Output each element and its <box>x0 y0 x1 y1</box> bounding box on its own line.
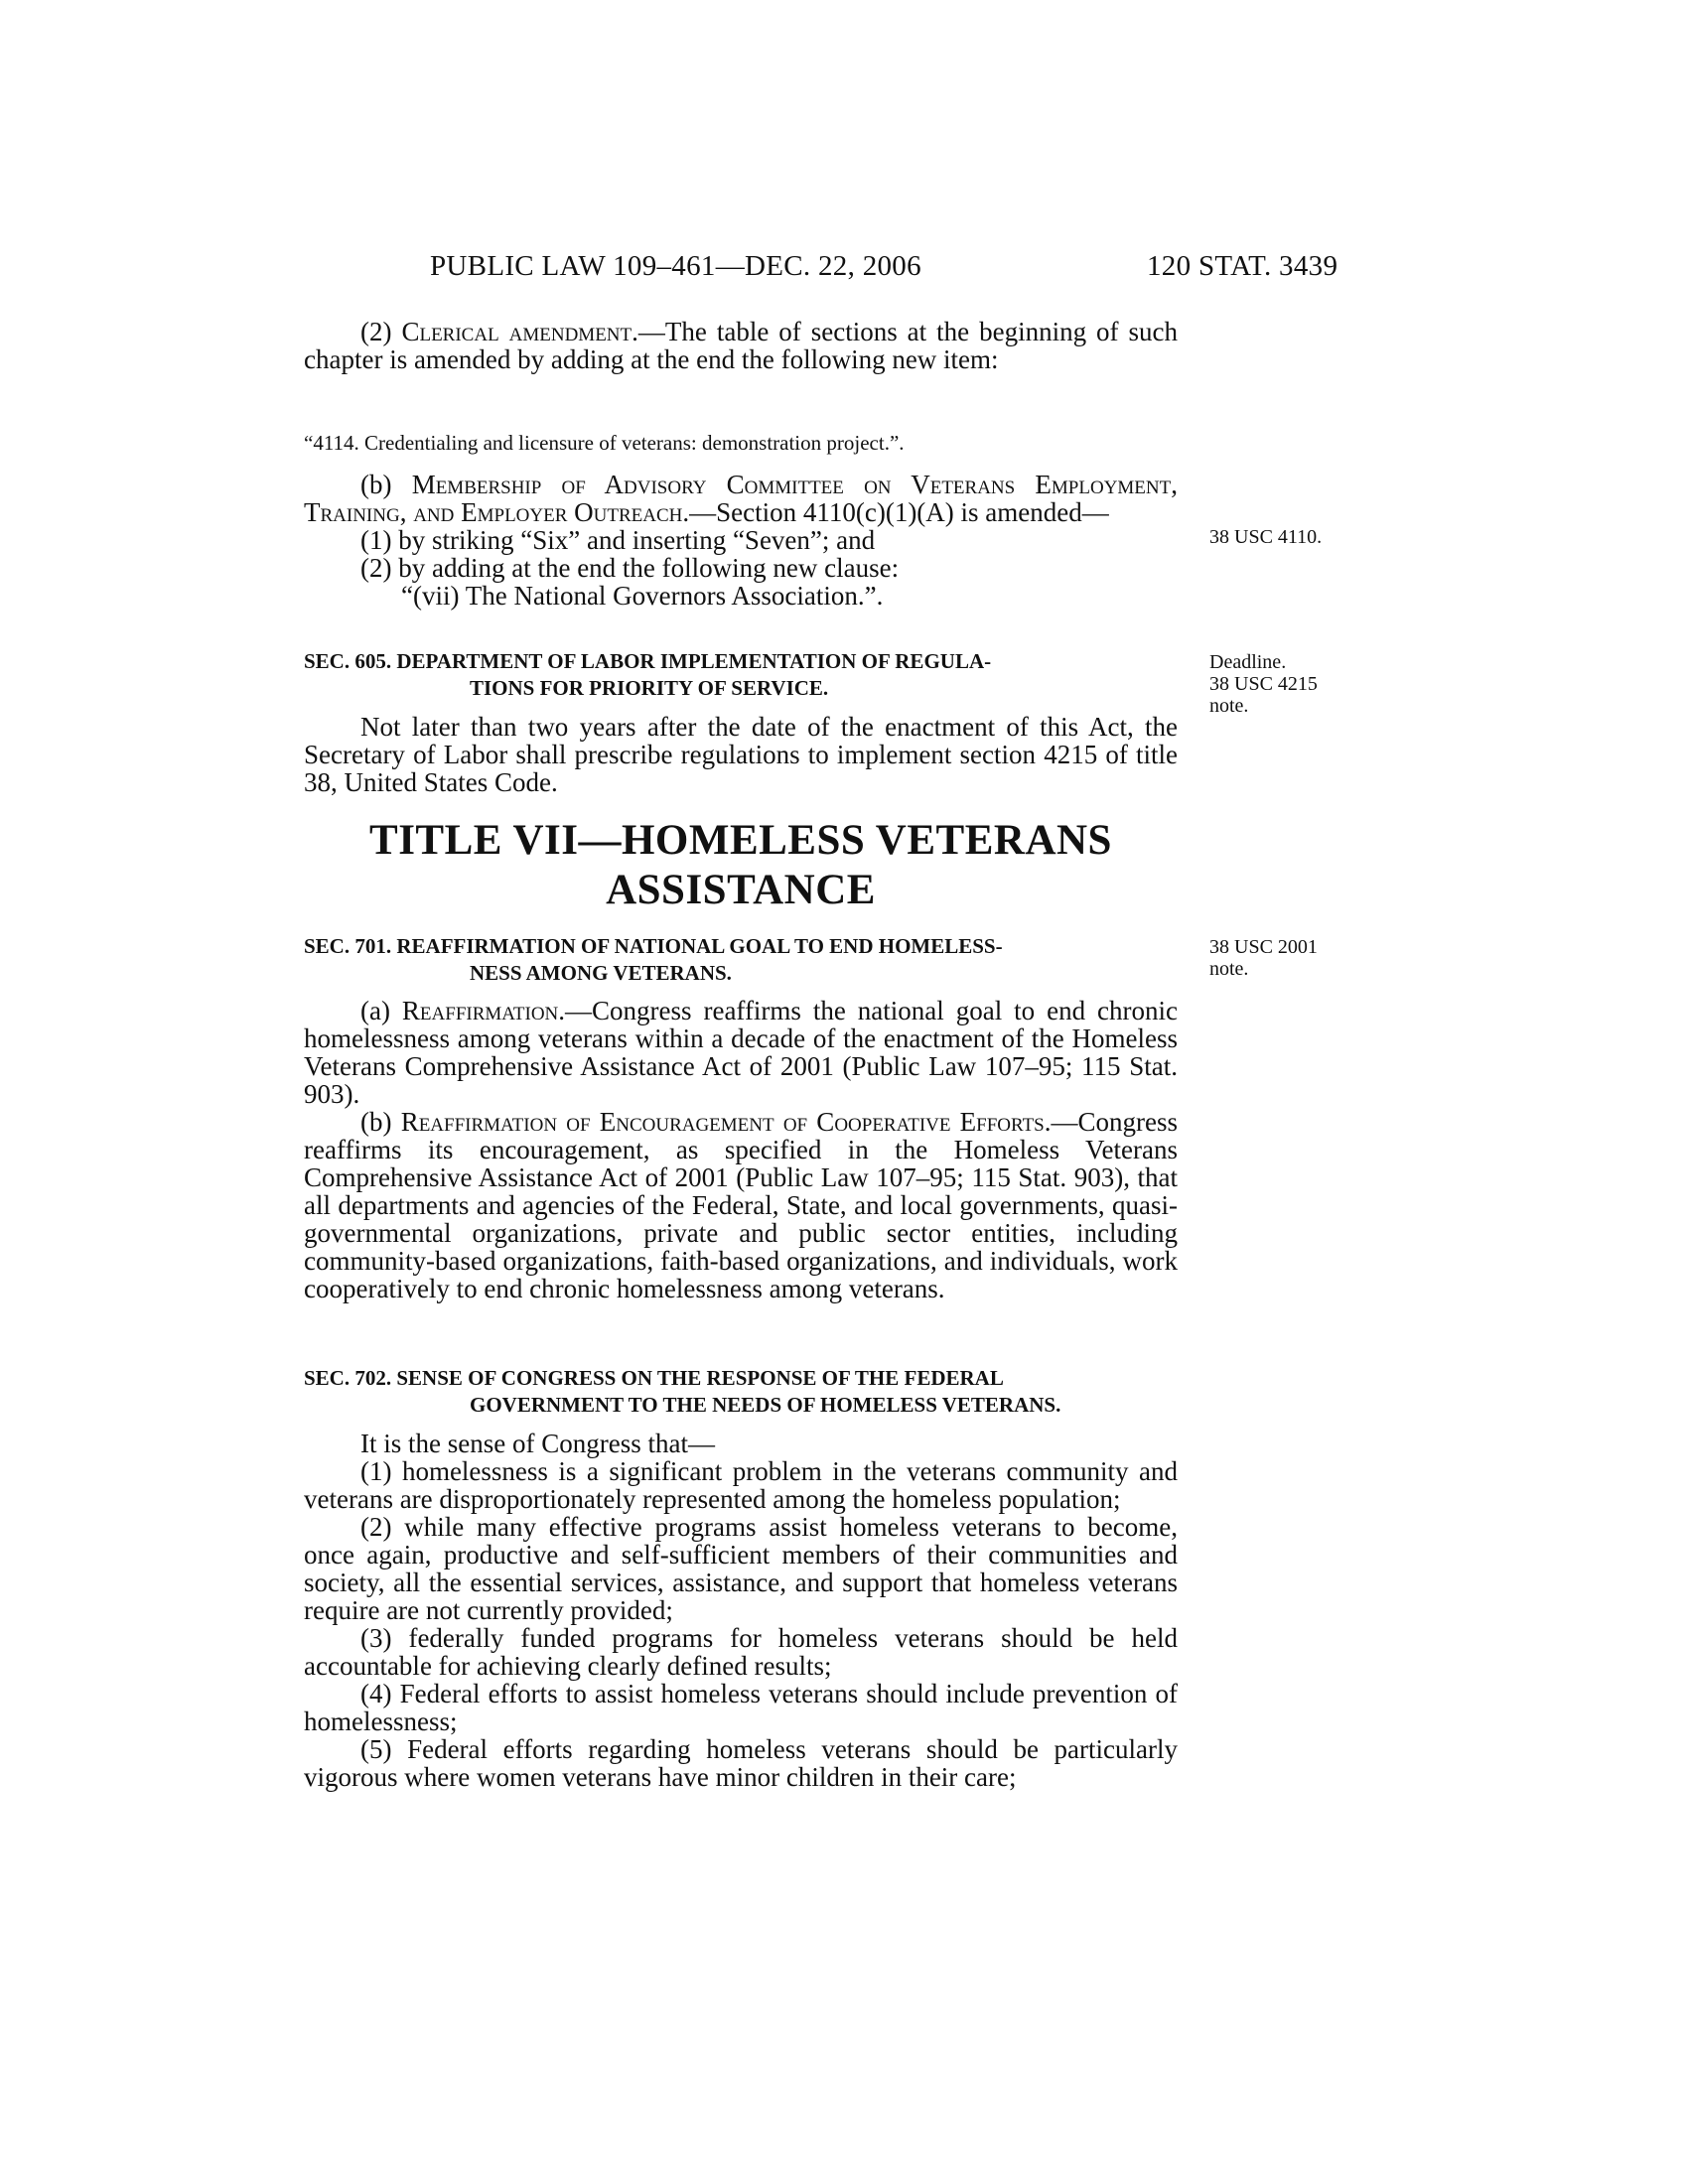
sec-701-b-text: .—Congress reaffirms its encouragement, as specified in the Homeless Veterans Comprehensive Assistance Act of 2001 (Public Law 107–95; 115 Stat. 903), that all departments and agencies of the Federal, State, and local governments, quasi-governmental organizations, private and public sector entities, including community-based organizations, faith-based organizations, and individuals, work cooperatively to end chronic homelessness among veterans. <box>304 1107 1178 1303</box>
sec-701-heading-line2: NESS AMONG VETERANS. <box>470 961 732 985</box>
membership-para-lead: (b) <box>360 470 412 499</box>
membership-paragraph <box>304 471 1178 610</box>
running-head-stat: 120 STAT. 3439 <box>1147 250 1338 282</box>
membership-text: .—Section 4110(c)(1)(A) is amended— <box>682 497 1109 527</box>
table-of-sections-item: “4114. Credentialing and licensure of veterans: demonstration project.”. <box>304 431 905 455</box>
sec-701-paragraph-a <box>304 997 1178 1108</box>
sec-702-item: (2) while many effective programs assist homeless veterans to become, once again, productive and self-sufficient members of their communities and society, all the essential services, assistance, and support that homeless veterans require are not currently provided; <box>304 1512 1178 1625</box>
sec-702-item: (5) Federal efforts regarding homeless veterans should be particularly vigorous where women veterans have minor children in their care; <box>304 1734 1178 1792</box>
sec-701-heading <box>304 933 1178 987</box>
sec-605-body <box>304 713 1178 796</box>
margin-note-38usc4215: 38 USC 4215 <box>1209 673 1318 695</box>
clerical-heading: Clerical amendment <box>401 317 633 346</box>
margin-note-note: note. <box>1209 695 1249 717</box>
sec-701-a-text: .—Congress reaffirms the national goal to end chronic homelessness among veterans within a decade of the enactment of the Homeless Veterans Comprehensive Assistance Act of 2001 (Public Law 107–95; 115 Stat. 903). <box>304 996 1179 1109</box>
sec-701-body <box>304 997 1178 1302</box>
sec-701-a-heading: Reaffirmation <box>401 996 559 1025</box>
sec-701-b-heading: Reaffirmation of Encouragement of Cooperative Efforts <box>400 1107 1045 1137</box>
sec-605-heading <box>304 648 1178 702</box>
margin-note-sec-701 <box>1209 936 1318 980</box>
sec-701-b-lead: (b) <box>360 1107 401 1137</box>
margin-note-701-note: note. <box>1209 958 1249 980</box>
sec-701-paragraph-b <box>304 1108 1178 1302</box>
sec-605-heading-line2: TIONS FOR PRIORITY OF SERVICE. <box>470 676 829 700</box>
membership-clause: “(vii) The National Governors Association.”. <box>401 581 884 611</box>
margin-note-deadline: Deadline. <box>1209 651 1287 673</box>
clerical-text: .—The table of sections at the beginning of such chapter is amended by adding at the end the following new item: <box>304 317 1178 374</box>
sec-702-intro: It is the sense of Congress that— <box>360 1429 715 1458</box>
sec-702-heading-line1: SEC. 702. SENSE OF CONGRESS ON THE RESPONSE OF THE FEDERAL <box>304 1366 1004 1390</box>
sec-605-heading-line1: SEC. 605. DEPARTMENT OF LABOR IMPLEMENTATION OF REGULA- <box>304 649 992 673</box>
sec-702-item: (4) Federal efforts to assist homeless veterans should include prevention of homelessness; <box>304 1679 1178 1736</box>
membership-heading: Membership of Advisory Committee on Veterans Employment, Training, and Employer Outreach <box>304 470 1178 527</box>
sec-702-item: (1) homelessness is a significant problem in the veterans community and veterans are disproportionately represented among the homeless population; <box>304 1456 1178 1514</box>
clerical-amendment-paragraph <box>304 318 1178 373</box>
title-vii-heading <box>304 816 1178 915</box>
title-vii-line2: ASSISTANCE <box>606 867 876 913</box>
sec-701-a-lead: (a) <box>360 996 402 1025</box>
membership-item-2: (2) by adding at the end the following new clause: <box>360 553 900 583</box>
sec-605-text: Not later than two years after the date of the enactment of this Act, the Secretary of Labor shall prescribe regulations to implement section 4215 of title 38, United States Code. <box>304 712 1178 797</box>
sec-702-item: (3) federally funded programs for homeless veterans should be held accountable for achieving clearly defined results; <box>304 1623 1178 1681</box>
sec-701-heading-line1: SEC. 701. REAFFIRMATION OF NATIONAL GOAL TO END HOMELESS- <box>304 934 1003 958</box>
membership-item-1: (1) by striking “Six” and inserting “Seven”; and <box>360 525 876 555</box>
title-vii-line1: TITLE VII—HOMELESS VETERANS <box>369 817 1112 864</box>
margin-note-38usc4110: 38 USC 4110. <box>1209 526 1323 548</box>
margin-note-38usc2001: 38 USC 2001 <box>1209 936 1318 958</box>
running-head-law: PUBLIC LAW 109–461—DEC. 22, 2006 <box>430 250 921 282</box>
sec-702-body <box>304 1430 1178 1791</box>
margin-note-sec-605 <box>1209 651 1318 717</box>
sec-702-heading <box>304 1365 1178 1419</box>
clerical-para-lead: (2) <box>360 317 402 346</box>
sec-702-heading-line2: GOVERNMENT TO THE NEEDS OF HOMELESS VETERANS. <box>470 1393 1061 1417</box>
